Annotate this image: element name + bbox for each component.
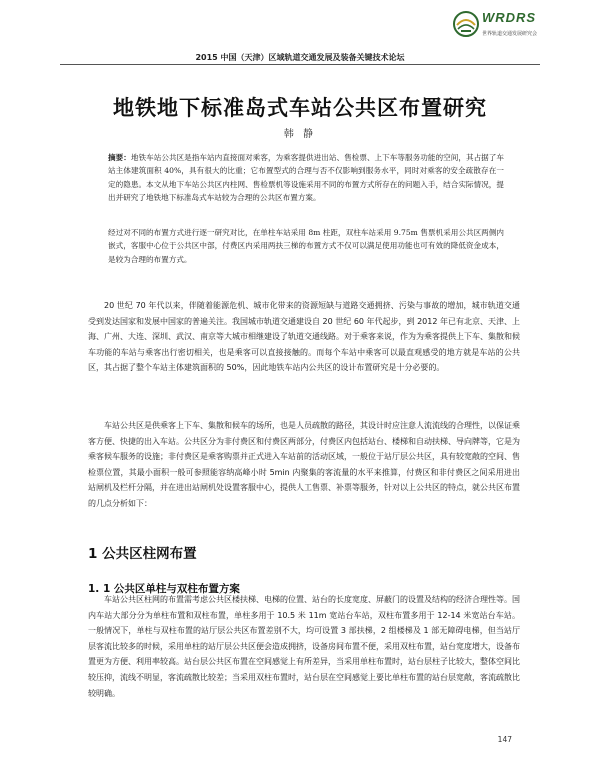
body-paragraph-1: 20 世纪 70 年代以来，伴随着能源危机、城市化带来的资源短缺与道路交通拥挤、污染与事故的增加，城市轨道交通受到发达国家和发展中国家的普遍关注。我国城市轨道交通建设自 20 世纪 60 年代起步，到 2012 年已有北京、天津、上海、广州、大连、深圳、武汉、南京等大城市相继建设了轨道交通线路。对于乘客来说，作为为乘客提供上下车、集散和候车功能的车站与乘客出行密切相关，也是乘客可以直接接触的。而每个车站中乘客可以最直观感受的地方就是车站的公共区，其占据了整个车站主体建筑面积的 50%，因此地铁车站内公共区的设计布置研究是十分必要的。 [88,301,520,373]
article-author: 韩 静 [283,129,317,140]
header-divider [60,64,540,65]
abstract-conclusion: 经过对不同的布置方式进行逐一研究对比，在单柱车站采用 8m 柱距，双柱车站采用 9.75m 售票机采用公共区两侧内嵌式，客服中心位于公共区中部，付费区内采用两扶三梯的布置方式不仅可以满足使用功能也可有效的降低资金成本，是较为合理的布置方式。 [108,228,504,264]
body-paragraph-2: 车站公共区是供乘客上下车、集散和候车的场所，也是人员疏散的路径，其设计时应注意人流流线的合理性，以保证乘客方便、快捷的出入车站。公共区分为非付费区和付费区两部分，付费区内包括站台、楼梯和自动扶梯、导向牌等，它是为乘客候车服务的设施；非付费区是乘客购票并正式进入车站前的活动区域，一般位于站厅层公共区，具有较宽敞的空间、售检票位置，其最小面积一般可参照能容纳高峰小时 5min 内聚集的客流量的水平来推算，付费区和非付费区之间采用进出站闸机及栏杆分隔，并在进出站闸机处设置客服中心，提供人工售票、补票等服务，针对以上公共区的特点，就公共区布置的几点分析如下： [88,421,520,508]
logo-text: WRDRS [482,10,537,25]
wrdrs-logo [452,10,542,50]
page-number: 147 [497,735,512,744]
abstract [108,151,504,204]
body-paragraph-3: 车站公共区柱网的布置需考虑公共区楼扶梯、电梯的位置、站台的长度宽度、屏蔽门的设置及结构的经济合理性等。国内车站大部分分为单柱布置和双柱布置，单柱多用于 10.5 米 11m 宽站台车站，双柱布置多用于 12-14 米宽站台车站。一般情况下，单柱与双柱布置的站厅层公共区布置差别不大，均可设置 3 部扶梯，2 组楼梯及 1 部无障碍电梯，但当站厅层客流比较多的时候，采用单柱的站厅层公共区便会造成拥挤，设备房间布置不便，采用双柱布置，站台宽度增大，设备布置更为方便、利用率较高。站台层公共区布置在空间感觉上有所差异，当采用单柱布置时，站台层柱子比较大，整体空间比较压抑，流线不明显，客流疏散比较差；当采用双柱布置时，站台层在空间感觉上要比单柱布置的站台层宽敞，客流疏散比较明确。 [88,595,520,698]
article-title: 地铁地下标准岛式车站公共区布置研究 [113,96,487,120]
section-1-1-heading: 1. 1 公共区单柱与双柱布置方案 [88,583,240,595]
section-1-heading: 1 公共区柱网布置 [88,546,197,562]
logo-subtitle: 世界轨道交通发展研究会 [482,31,538,37]
page-header [0,0,600,64]
abstract-text: 地铁车站公共区是指车站内直接面对乘客，为乘客提供进出站、售检票、上下车等服务功能的空间，其占据了车站主体建筑面积 40%，具有很大的比重；它布置型式的合理与否不仅影响到服务水平，同时对乘客的安全疏散存在一定的隐患。本文从地下车站公共区内柱网、售检票机等设施采用不同的布置方式所存在的问题入手，结合实际情况，提出并研究了地铁地下标准岛式车站较为合理的公共区布置方案。 [108,153,505,202]
abstract-label: 摘要： [108,153,131,162]
wrdrs-logo-icon [452,10,480,38]
conference-title: 2015 中国（天津）区域轨道交通发展及装备关键技术论坛 [195,53,405,62]
